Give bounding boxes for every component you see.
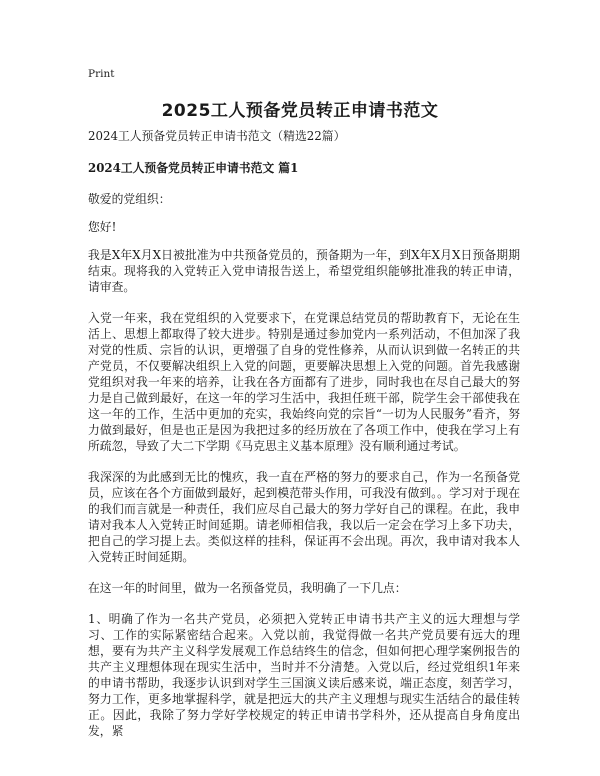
paragraph-points-intro: 在这一年的时间里，做为一名预备党员，我明确了一下几点：: [88, 581, 407, 595]
paragraph-apology: 我深深的为此感到无比的愧疚，我一直在严格的努力的要求自己，作为一名预备党员，应该在各个方面做到最好，起到模范带头作用，可我没有做到。。学习对于现在的我们而言就是一种责任，我们应尽自己最大的努力学好自己的课程。在此，我申请对我本人入党转正时间延期。请老师相信我，我以后一定会在学习上多下功夫，把自己的学习提上去。类似这样的挂科，保证再不会出现。再次，我申请对我本人入党转正时间延期。: [88, 470, 520, 564]
page-title: 2025工人预备党员转正申请书范文: [161, 101, 439, 121]
salutation: 敬爱的党组织：: [88, 192, 171, 206]
section-heading: 2024工人预备党员转正申请书范文 篇1: [88, 161, 299, 175]
greeting: 您好!: [88, 220, 117, 234]
paragraph-point-1: 1、明确了作为一名共产党员，必须把入党转正申请书共产主义的远大理想与学习、工作的实际紧密结合起来。入党以前，我觉得做一名共产党员要有远大的理想，要有为共产主义科学发展观工作总结终生的信念，但如何把心理学案例报告的共产主义理想体现在现实生活中，当时并不分清楚。入党以后，经过党组织1年来的申请书帮助，我逐步认识到对学生三国演义读后感来说，端正态度，刻苦学习，努力工作，更多地掌握科学，就是把远大的共产主义理想与现实生活结合的最佳转正。因此，我除了努力学好学校规定的转正申请书学科外，还从提高自身角度出发，紧: [88, 612, 520, 738]
document-subtitle: 2024工人预备党员转正申请书范文（精选22篇）: [88, 129, 346, 143]
print-label: Print: [88, 68, 115, 80]
paragraph-progress: 入党一年来，我在党组织的入党要求下，在党课总结党员的帮助教育下，无论在生活上、思想上都取得了较大进步。特别是通过参加党内一系列活动，不但加深了我对党的性质、宗旨的认识，更增强了自身的党性修养，从而认识到做一名转正的共产党员，不仅要解决组织上入党的问题，更要解决思想上入党的问题。首先我感谢党组织对我一年来的培养，让我在各方面都有了进步，同时我也在尽自己最大的努力是自己做到最好，在这一年的学习生活中，我担任班干部，院学生会干部使我在这一年的工作，生活中更加的充实，我始终向党的宗旨“一切为人民服务”看齐，努力做到最好，但是也正是因为我把过多的经历放在了各项工作中，使我在学习上有所疏忽，导致了大二下学期《马克思主义基本原理》没有顺利通过考试。: [88, 311, 520, 453]
document-body: [88, 128, 520, 754]
paragraph-intro: 我是X年X月X日被批准为中共预备党员的，预备期为一年，到X年X月X日预备期期结束。现将我的入党转正入党申请报告送上，希望党组织能够批准我的转正申请，请审查。: [88, 248, 520, 294]
